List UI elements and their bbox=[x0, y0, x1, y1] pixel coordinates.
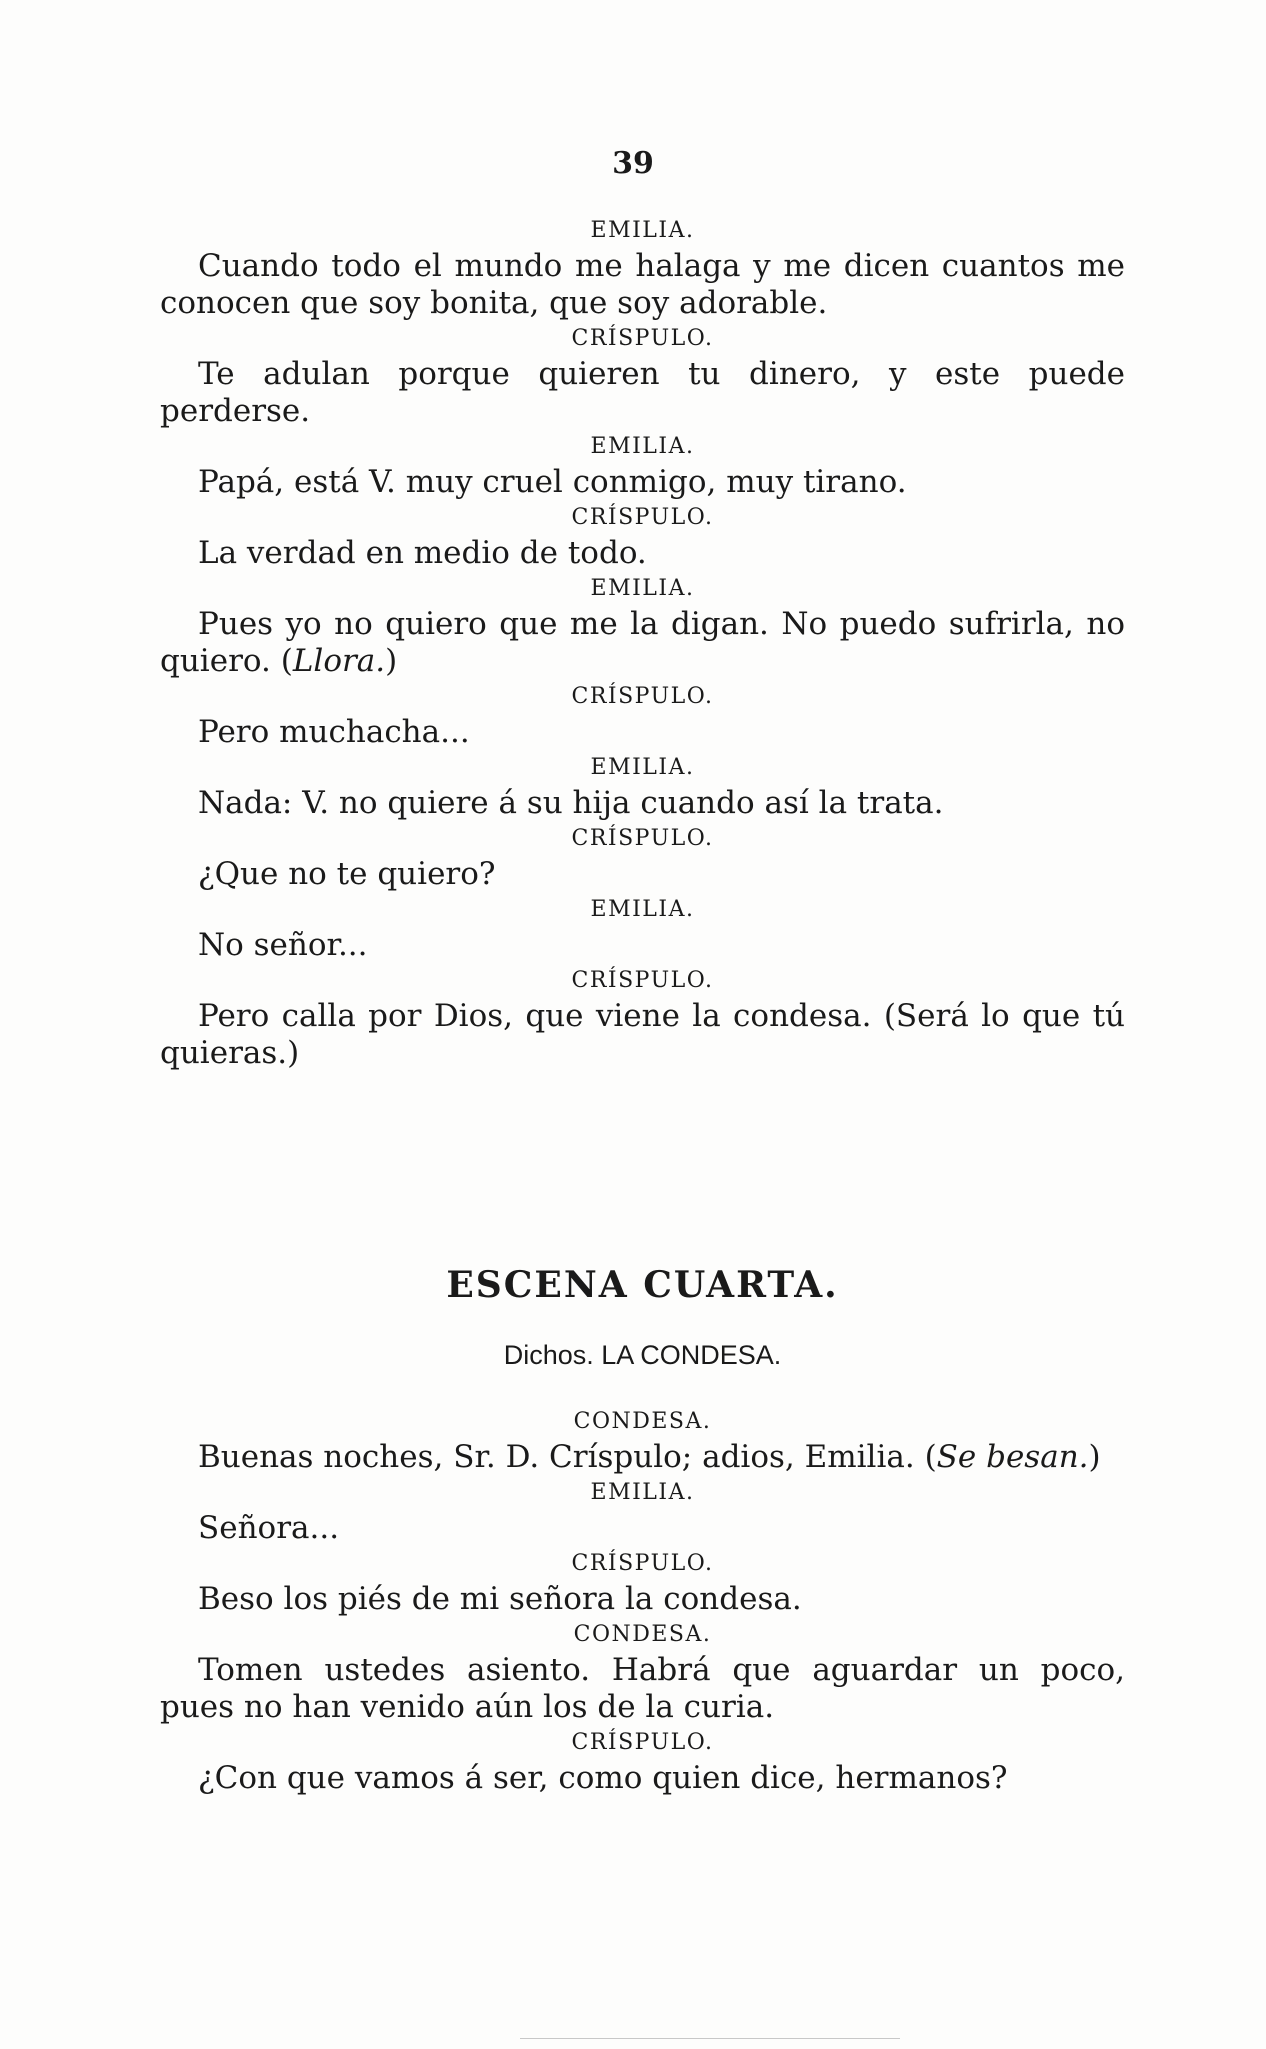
speaker-name: CRÍSPULO. bbox=[571, 1730, 714, 1755]
dialogue-line: Cuando todo el mundo me halaga y me dicen cuantos me conocen que soy bonita, que soy adorable. bbox=[160, 248, 1125, 321]
dialogue-line: ¿Con que vamos á ser, como quien dice, hermanos? bbox=[198, 1760, 1008, 1796]
speaker-name: EMILIA. bbox=[590, 897, 695, 922]
dialogue-block-1 bbox=[160, 214, 1125, 1072]
scene-heading bbox=[160, 1264, 1125, 1371]
stage-direction: Se besan. bbox=[936, 1439, 1089, 1475]
dialogue-line: Pues yo no quiero que me la digan. No puedo sufrirla, no quiero. (Llora.) bbox=[160, 606, 1125, 679]
speaker-name: CRÍSPULO. bbox=[571, 684, 714, 709]
dialogue-line: La verdad en medio de todo. bbox=[198, 535, 647, 571]
speaker-name: CRÍSPULO. bbox=[571, 505, 714, 530]
speaker-name: EMILIA. bbox=[590, 1480, 695, 1505]
page-number: 39 bbox=[612, 146, 654, 181]
speaker-name: CONDESA. bbox=[573, 1622, 712, 1647]
scene-cast: Dichos. LA CONDESA. bbox=[503, 1340, 782, 1370]
speaker-name: CRÍSPULO. bbox=[571, 1551, 714, 1576]
dialogue-line: Pero calla por Dios, que viene la condesa. (Será lo que tú quieras.) bbox=[160, 998, 1125, 1071]
speaker-name: EMILIA. bbox=[590, 218, 695, 243]
dialogue-line: Señora... bbox=[198, 1510, 340, 1546]
dialogue-line: Te adulan porque quieren tu dinero, y este puede perderse. bbox=[160, 356, 1125, 429]
dialogue-line: Papá, está V. muy cruel conmigo, muy tirano. bbox=[198, 464, 907, 500]
speaker-name: CRÍSPULO. bbox=[571, 326, 714, 351]
dialogue-line: ¿Que no te quiero? bbox=[198, 856, 496, 892]
dialogue-text: Pues yo no quiero que me la digan. No puedo sufrirla, no quiero. bbox=[160, 606, 1125, 679]
dialogue-line: Beso los piés de mi señora la condesa. bbox=[198, 1581, 802, 1617]
speaker-name: EMILIA. bbox=[590, 576, 695, 601]
scene-title: ESCENA CUARTA. bbox=[446, 1264, 839, 1306]
stage-direction: Llora. bbox=[292, 643, 386, 679]
dialogue-line: No señor... bbox=[198, 927, 368, 963]
dialogue-block-2 bbox=[160, 1405, 1125, 1797]
dialogue-line: Pero muchacha... bbox=[198, 714, 470, 750]
speaker-name: CRÍSPULO. bbox=[571, 826, 714, 851]
page-edge-rule bbox=[520, 2038, 900, 2039]
speaker-name: EMILIA. bbox=[590, 755, 695, 780]
dialogue-line: Buenas noches, Sr. D. Críspulo; adios, Emilia. (Se besan.) bbox=[198, 1439, 1101, 1475]
speaker-name: CONDESA. bbox=[573, 1409, 712, 1434]
speaker-name: CRÍSPULO. bbox=[571, 968, 714, 993]
speaker-name: EMILIA. bbox=[590, 434, 695, 459]
dialogue-line: Tomen ustedes asiento. Habrá que aguardar un poco, pues no han venido aún los de la curia. bbox=[160, 1652, 1125, 1725]
dialogue-line: Nada: V. no quiere á su hija cuando así la trata. bbox=[198, 785, 944, 821]
dialogue-text: Buenas noches, Sr. D. Críspulo; adios, Emilia. bbox=[198, 1439, 915, 1475]
